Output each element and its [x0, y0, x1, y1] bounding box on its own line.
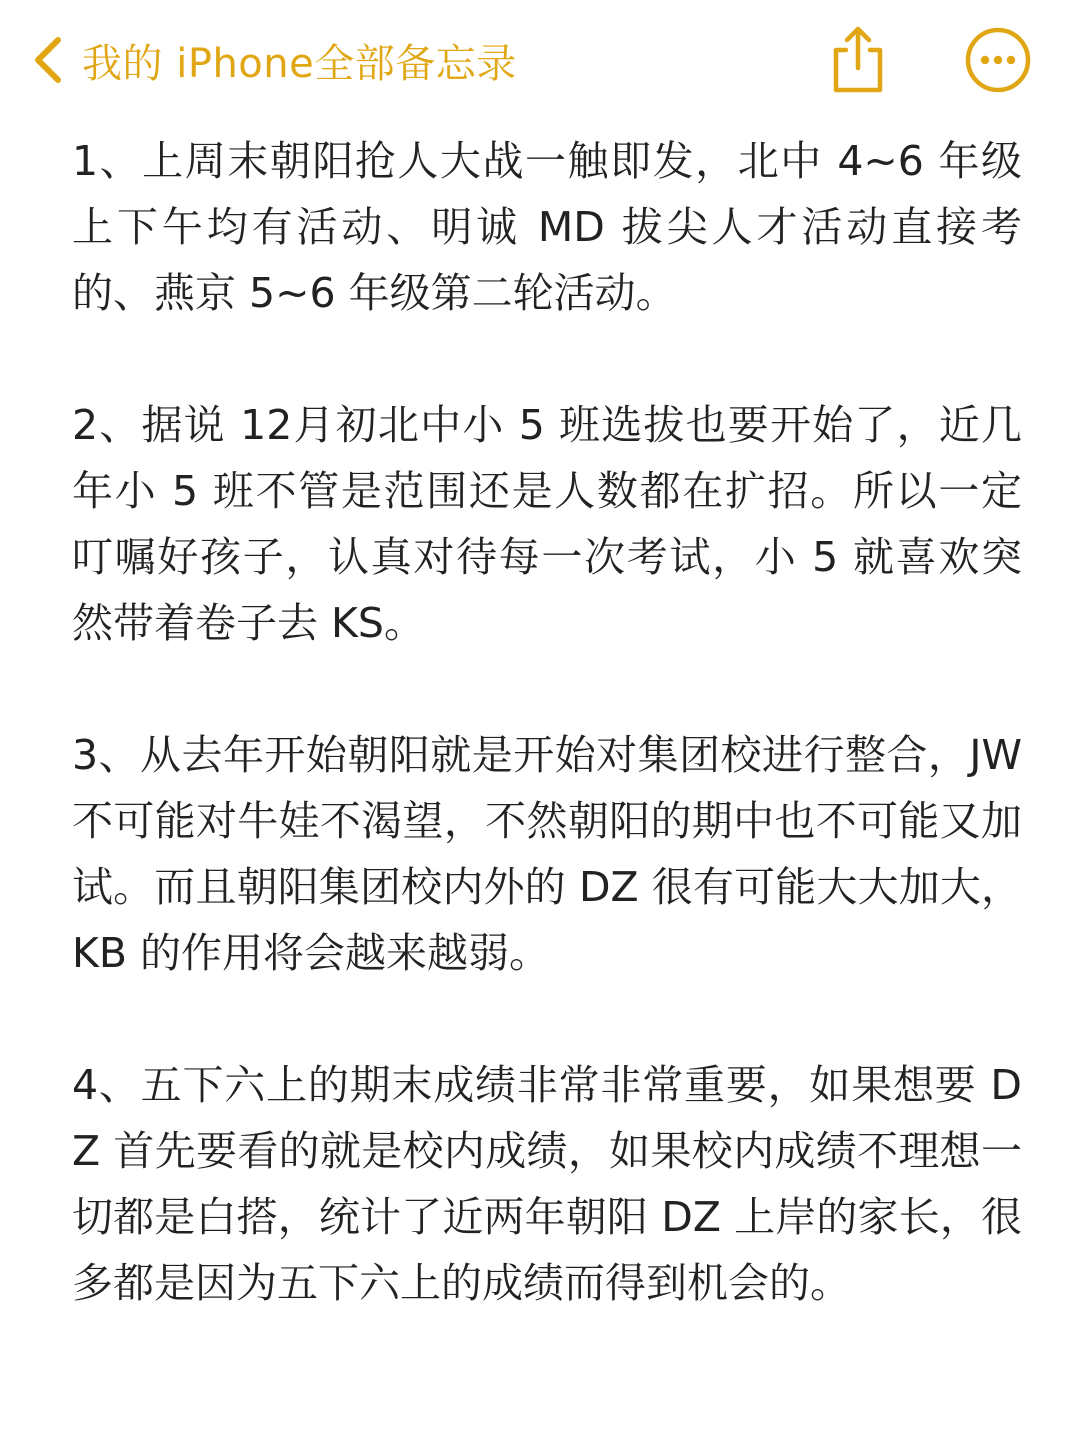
- share-icon: [826, 24, 890, 96]
- back-button[interactable]: [28, 28, 517, 92]
- share-button[interactable]: [822, 24, 894, 96]
- more-button[interactable]: [962, 24, 1034, 96]
- note-paragraph-3: 3、从去年开始朝阳就是开始对集团校进行整合，JW 不可能对牛娃不渴望，不然朝阳的期中也不可能又加试。而且朝阳集团校内外的 DZ 很有可能大大加大，KB 的作用将会越来越弱。: [72, 731, 1022, 977]
- note-body[interactable]: [72, 128, 1022, 1316]
- chevron-left-icon: [28, 34, 68, 86]
- ellipsis-circle-icon: [963, 25, 1033, 95]
- note-paragraph-2: 2、据说 12月初北中小 5 班选拔也要开始了，近几年小 5 班不管是范围还是人数都在扩招。所以一定叮嘱好孩子，认真对待每一次考试，小 5 就喜欢突然带着卷子去 KS。: [72, 401, 1022, 647]
- note-paragraph-4: 4、五下六上的期末成绩非常非常重要，如果想要 DZ 首先要看的就是校内成绩，如果校内成绩不理想一切都是白搭，统计了近两年朝阳 DZ 上岸的家长，很多都是因为五下六上的成绩而得到机会的。: [72, 1061, 1022, 1307]
- navigation-bar: [0, 0, 1080, 120]
- back-button-label: 我的 iPhone全部备忘录: [82, 40, 517, 87]
- note-paragraph-1: 1、上周末朝阳抢人大战一触即发，北中 4~6 年级上下午均有活动、明诚 MD 拔尖人才活动直接考的、燕京 5~6 年级第二轮活动。: [72, 137, 1022, 317]
